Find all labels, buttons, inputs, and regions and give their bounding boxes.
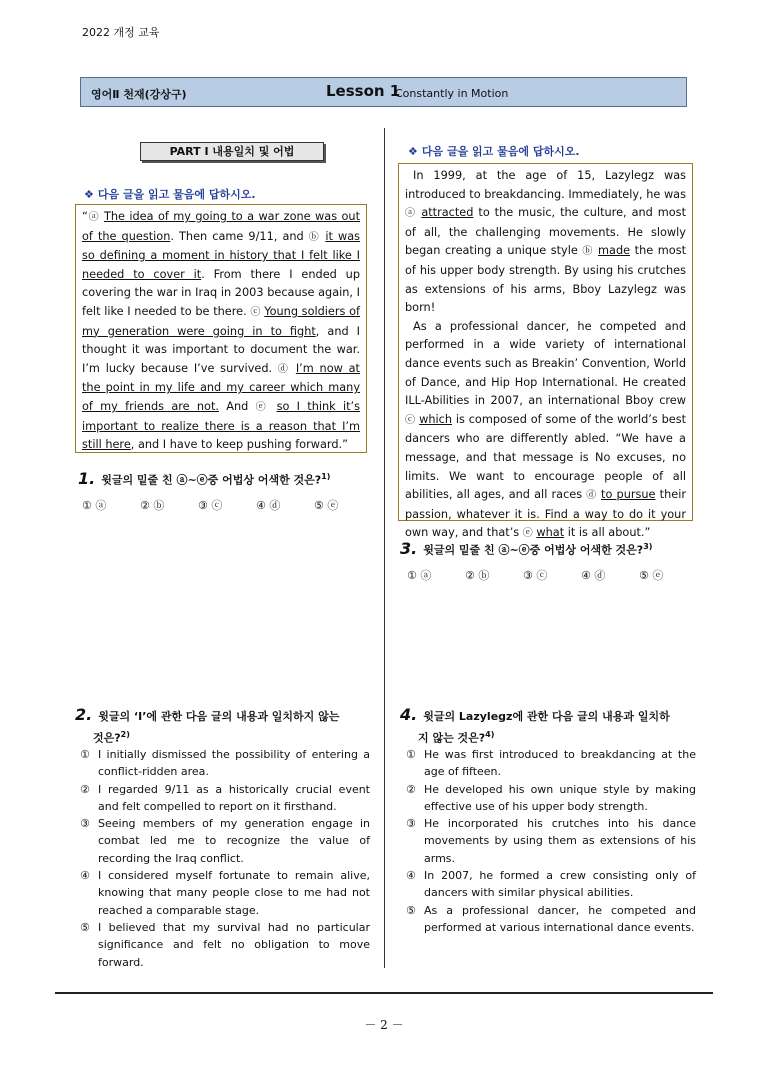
option-1[interactable]: ① I initially dismissed the possibility of entering a conflict-ridden area. xyxy=(80,748,370,779)
left-instruction xyxy=(84,186,256,202)
question-4 xyxy=(400,706,696,748)
underline-b: it was so defining a moment in history that I felt like I needed to cover it xyxy=(82,229,361,281)
underline-b: made xyxy=(598,244,631,258)
underline-d: to pursue xyxy=(601,488,656,502)
marker-a: ⓐ xyxy=(405,208,417,220)
lesson-subtitle: Constantly in Motion xyxy=(395,87,509,100)
lesson-title xyxy=(326,82,400,100)
question-4-footnote: 4) xyxy=(485,730,495,739)
part-title: PART Ⅰ 내용일치 및 어법 xyxy=(140,142,324,161)
marker-b: ⓑ xyxy=(308,231,321,243)
option-5[interactable]: ⑤ As a professional dancer, he competed and performed at various international dance events. xyxy=(406,903,696,934)
choice-2[interactable]: ② ⓑ xyxy=(140,499,165,512)
choice-5[interactable]: ⑤ ⓔ xyxy=(639,569,664,582)
right-passage: In 1999, at the age of 15, Lazylegz was introduced to breakdancing. Immediately, he was ⓐ attracted to the music, the culture, and most of all, the challenging movements. He slowly began creating a unique style ⓑ made the most of his upper body strength. By using his crutches as extensions of his arms, Bboy Lazylegz was born! As a professional dancer, he competed and performed in a wide variety of international dance events such as Breakin’ Convention, World of Dance, and Hip Hop International. He created ILL-Abilities in 2007, an international Bboy crew ⓒ which is composed of some of the world’s best dancers who are differently abled. “We have a message, and that message is No excuses, no limits. We want to encourage people of all abilities, all ages, and all races ⓓ to pursue their passion, whatever it is. Find a way to do it your own way, and that’s ⓔ what it is all about.” xyxy=(398,163,693,521)
curriculum-label: 2022 개정 교육 xyxy=(82,26,160,39)
question-1-choices xyxy=(82,497,372,513)
question-2-text-line2: 것은? xyxy=(93,731,121,745)
choice-1[interactable]: ① ⓐ xyxy=(407,569,432,582)
footer-rule xyxy=(55,992,713,994)
option-3[interactable]: ③ Seeing members of my generation engage in combat led me to recognize the value of recording the Iraq conflict. xyxy=(80,817,370,865)
question-3-choices xyxy=(407,567,697,583)
question-3-text: 윗글의 밑줄 친 ⓐ~ⓔ중 어법상 어색한 것은? xyxy=(423,543,644,557)
option-2[interactable]: ② He developed his own unique style by making effective use of his upper body strength. xyxy=(406,782,696,813)
marker-c: ⓒ xyxy=(405,414,416,426)
marker-a: ⓐ xyxy=(87,212,100,223)
question-2-options xyxy=(80,746,370,971)
choice-4[interactable]: ④ ⓓ xyxy=(256,499,281,512)
question-4-text-line1: 윗글의 Lazylegz에 관한 다음 글의 내용과 일치하 xyxy=(423,710,670,723)
question-4-options xyxy=(406,746,696,936)
marker-e: ⓔ xyxy=(255,401,270,413)
underline-c: which xyxy=(419,412,453,426)
option-2[interactable]: ② I regarded 9/11 as a historically crucial event and felt compelled to report on it firsthand. xyxy=(80,782,370,813)
marker-e: ⓔ xyxy=(522,528,533,540)
question-3 xyxy=(400,538,652,560)
underline-e: so I think it’s important to realize there is a reason that I’m still here xyxy=(82,399,361,452)
question-3-footnote: 3) xyxy=(643,542,653,551)
choice-2[interactable]: ② ⓑ xyxy=(465,569,490,582)
marker-d: ⓓ xyxy=(586,490,597,502)
question-2-text-line1: 윗글의 ‘I’에 관한 다음 글의 내용과 일치하지 않는 xyxy=(98,710,340,723)
underline-c: Young soldiers of my generation were going in to fight xyxy=(82,304,360,338)
option-1[interactable]: ① He was first introduced to breakdancing at the age of fifteen. xyxy=(406,748,696,779)
underline-a: The idea of my going to a war zone was out of the question xyxy=(82,210,360,243)
marker-c: ⓒ xyxy=(250,306,261,318)
question-1-footnote: 1) xyxy=(321,472,331,481)
page-number: － 2 － xyxy=(364,1018,404,1032)
column-divider xyxy=(384,128,385,968)
question-1-text: 윗글의 밑줄 친 ⓐ~ⓔ중 어법상 어색한 것은? xyxy=(101,473,322,487)
left-instruction-text: 다음 글을 읽고 물음에 답하시오. xyxy=(97,188,256,201)
choice-3[interactable]: ③ ⓒ xyxy=(198,499,223,512)
question-1 xyxy=(78,468,330,490)
lesson-header-bar xyxy=(80,77,687,107)
question-2-number: 2. xyxy=(75,705,93,724)
question-4-number: 4. xyxy=(400,705,418,724)
right-instruction-text: 다음 글을 읽고 물음에 답하시오. xyxy=(421,145,580,158)
marker-b: ⓑ xyxy=(582,246,594,258)
question-2-footnote: 2) xyxy=(120,730,130,739)
underline-e: what xyxy=(536,526,565,540)
marker-d: ⓓ xyxy=(277,363,291,375)
option-5[interactable]: ⑤ I believed that my survival had no particular significance and felt no obligation to move forward. xyxy=(80,920,370,969)
option-4[interactable]: ④ In 2007, he formed a crew consisting only of dancers with similar physical abilities. xyxy=(406,869,696,900)
choice-3[interactable]: ③ ⓒ xyxy=(523,569,548,582)
left-passage: “ⓐ The idea of my going to a war zone was out of the question. Then came 9/11, and ⓑ it was so defining a moment in history that I felt like I needed to cover it. From there I ended up covering the war in Iraq in 2003 because again, I felt like I needed to be there. ⓒ Young soldiers of my generation were going in to fight, and I thought it was important to document the war. I’m lucky because I’ve survived. ⓓ I’m now at the point in my life and my career which many of my friends are not. And ⓔ so I think it’s important to realize there is a reason that I’m still here, and I have to keep pushing forward.” xyxy=(75,204,367,453)
option-3[interactable]: ③ He incorporated his crutches into his dance movements by using them as extensions of his arms. xyxy=(406,817,696,865)
right-instruction xyxy=(408,143,580,159)
diamond-bullet-icon: ❖ xyxy=(84,188,94,201)
diamond-bullet-icon: ❖ xyxy=(408,145,418,158)
question-1-number: 1. xyxy=(78,468,96,488)
question-2 xyxy=(75,706,371,748)
lesson-number: Lesson 1 xyxy=(326,82,401,100)
subject-label: 영어Ⅱ 천재(강상구) xyxy=(91,88,187,101)
choice-5[interactable]: ⑤ ⓔ xyxy=(314,499,339,512)
question-4-text-line2: 지 않는 것은? xyxy=(418,731,486,745)
underline-a: attracted xyxy=(421,206,474,220)
choice-1[interactable]: ① ⓐ xyxy=(82,499,107,512)
underline-d: I’m now at the point in my life and my career which many of my friends are not. xyxy=(82,361,360,413)
option-4[interactable]: ④ I considered myself fortunate to remain alive, knowing that many people close to me had not reached a comparable stage. xyxy=(80,869,370,917)
choice-4[interactable]: ④ ⓓ xyxy=(581,569,606,582)
question-3-number: 3. xyxy=(400,538,418,558)
